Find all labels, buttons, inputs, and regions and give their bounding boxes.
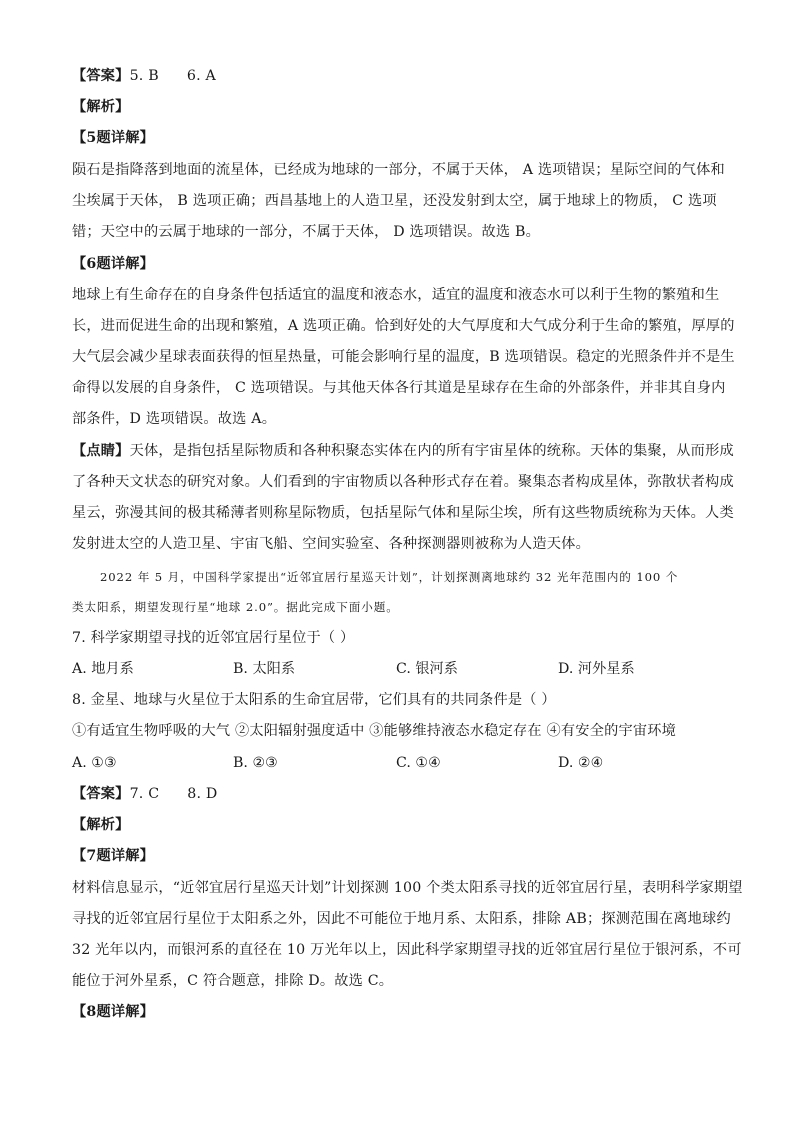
note-line: 了各种天文状态的研究对象。人们看到的宇宙物质以各种形式存在着。聚集态者构成星体，弥散状者构成 xyxy=(72,474,734,490)
answer-value-2: 8. D xyxy=(187,786,218,802)
q5-line: 陨石是指降落到地面的流星体，已经成为地球的一部分，不属于天体， A 选项错误；星际空间的气体和 xyxy=(72,162,725,178)
q6-line: 部条件，D 选项错误。故选 A。 xyxy=(72,411,277,427)
q8-option-b: B. ②③ xyxy=(233,755,278,771)
q7-line: 32 光年以内，而银河系的直径在 10 万光年以上，因此科学家期望寻找的近邻宜居行星位于银河系，不可 xyxy=(72,942,742,958)
q7-option-d: D. 河外星系 xyxy=(558,661,635,677)
q7-stem: 7. 科学家期望寻找的近邻宜居行星位于（ ） xyxy=(72,630,355,646)
material-line: 类太阳系，期望发现行星“地球 2.0”。据此完成下面小题。 xyxy=(72,600,399,614)
analysis-tag: 【解析】 xyxy=(72,99,130,115)
q6-line: 地球上有生命存在的自身条件包括适宜的温度和液态水，适宜的温度和液态水可以利于生物的繁殖和生 xyxy=(72,287,720,303)
note-line: 发射进太空的人造卫星、宇宙飞船、空间实验室、各种探测器则被称为人造天体。 xyxy=(72,536,590,552)
q7-option-b: B. 太阳系 xyxy=(233,661,296,677)
q6-line: 大气层会减少星球表面获得的恒星热量，可能会影响行星的温度，B 选项错误。稳定的光照条件并不是生 xyxy=(72,349,735,365)
answer-value: 7. C xyxy=(129,786,160,802)
q8-option-c: C. ①④ xyxy=(396,755,441,771)
q8-conditions: ①有适宜生物呼吸的大气 ②太阳辐射强度适中 ③能够维持液态水稳定存在 ④有安全的宇宙环境 xyxy=(72,723,677,739)
q7-line: 材料信息显示，“近邻宜居行星巡天计划”计划探测 100 个类太阳系寻找的近邻宜居行星，表明科学家期望 xyxy=(72,880,743,896)
answer-value: 5. B xyxy=(129,68,159,84)
q7-line: 能位于河外星系，C 符合题意，排除 D。故选 C。 xyxy=(72,973,394,989)
material-line: 2022 年 5 月，中国科学家提出“近邻宜居行星巡天计划”，计划探测离地球约 32 光年范围内的 100 个 xyxy=(100,570,679,584)
note-line: 星云，弥漫其间的极其稀薄者则称星际物质，包括星际气体和星际尘埃，所有这些物质统称为天体。人类 xyxy=(72,505,734,521)
answer-tag: 【答案】 xyxy=(72,68,130,84)
q8-stem: 8. 金星、地球与火星位于太阳系的生命宜居带，它们具有的共同条件是（ ） xyxy=(72,692,556,708)
q8-header: 【8题详解】 xyxy=(72,1004,155,1020)
q7-line: 寻找的近邻宜居行星位于太阳系之外，因此不可能位于地月系、太阳系，排除 AB；探测范围在离地球约 xyxy=(72,911,731,927)
q7-header: 【7题详解】 xyxy=(72,848,155,864)
note-text: 天体，是指包括星际物质和各种积聚态实体在内的所有宇宙星体的统称。天体的集聚，从而形成 xyxy=(129,443,734,459)
q6-line: 长，进而促进生命的出现和繁殖，A 选项正确。恰到好处的大气厚度和大气成分利于生命的繁殖，厚厚的 xyxy=(72,318,735,334)
q8-option-d: D. ②④ xyxy=(558,755,604,771)
q8-option-a: A. ①③ xyxy=(72,755,117,771)
note-tag: 【点睛】 xyxy=(72,443,130,459)
q5-line: 错；天空中的云属于地球的一部分，不属于天体， D 选项错误。故选 B。 xyxy=(72,224,540,240)
answer-line-5-6 xyxy=(72,66,732,86)
q5-header: 【5题详解】 xyxy=(72,130,155,146)
q5-line: 尘埃属于天体， B 选项正确；西昌基地上的人造卫星，还没发射到太空，属于地球上的物质， C 选项 xyxy=(72,193,717,209)
analysis-tag: 【解析】 xyxy=(72,817,130,833)
q7-option-c: C. 银河系 xyxy=(396,661,458,677)
answer-value-2: 6. A xyxy=(186,68,216,84)
q7-option-a: A. 地月系 xyxy=(72,661,134,677)
q6-header: 【6题详解】 xyxy=(72,256,155,272)
answer-tag: 【答案】 xyxy=(72,786,130,802)
q6-line: 命得以发展的自身条件， C 选项错误。与其他天体各行其道是星球存在生命的外部条件，并非其自身内 xyxy=(72,380,726,396)
note-line-1 xyxy=(72,441,732,461)
answer-line-7-8 xyxy=(72,784,732,804)
